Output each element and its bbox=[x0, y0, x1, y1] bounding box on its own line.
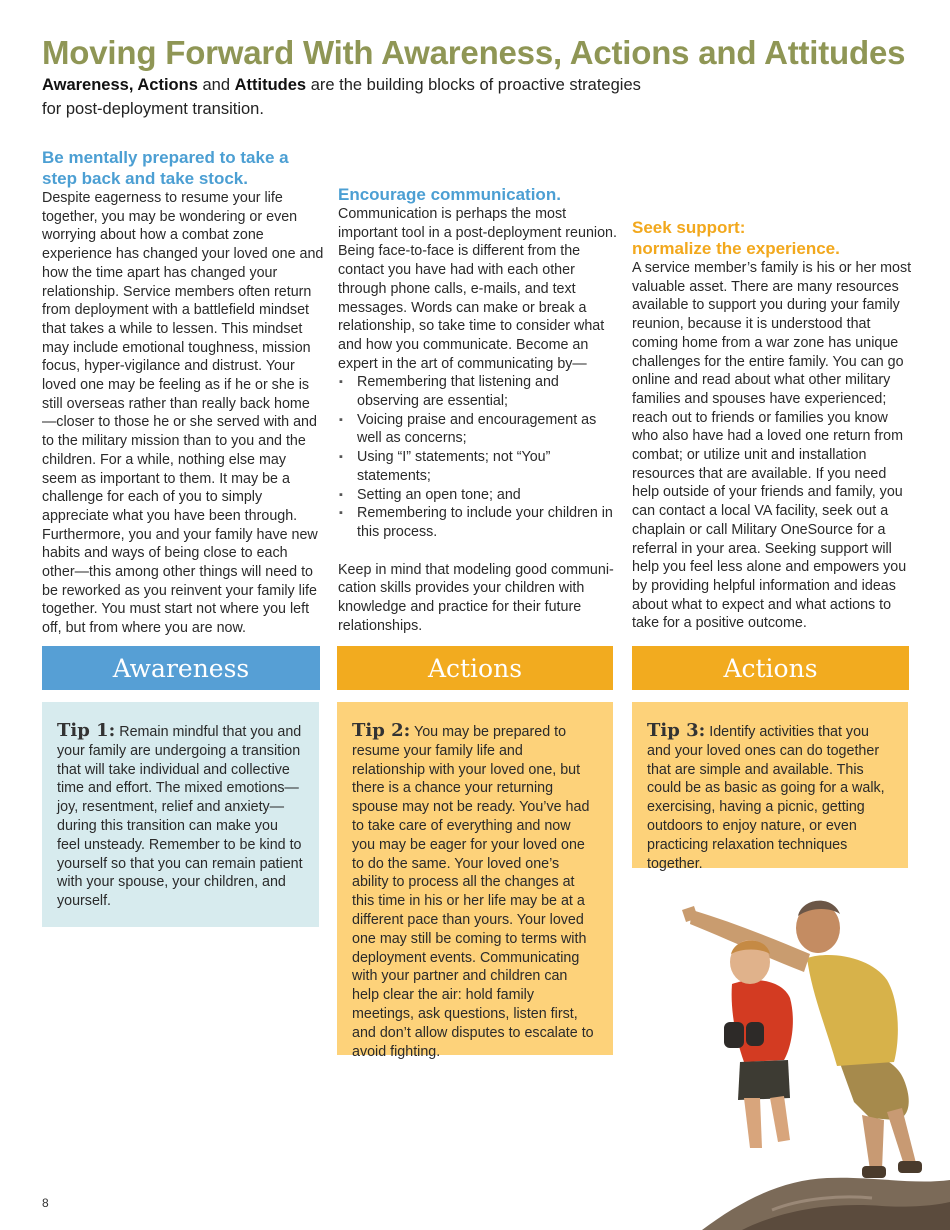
communication-bullet-list bbox=[338, 373, 620, 541]
bullet-item: ▪ Setting an open tone; and bbox=[338, 486, 620, 505]
bullet-item: ▪ Voicing praise and encouragement as well as concerns; bbox=[338, 411, 620, 448]
intro-bold-2: Attitudes bbox=[234, 76, 307, 94]
actions-banner: Actions bbox=[337, 646, 613, 690]
col3-body: A service member’s family is his or her most valuable asset. There are many resources available to support you during your family reunion, because it is understood that coming home from a war zone has unique challenges for the entire family. You can go online and read about what other military families and spouses have experienced; reach out to friends or families you know who also have had a loved one return from combat; or utilize unit and installation resources that are available. If you need help outside of your friends and family, you can contact a local VA facility, seek out a chaplain or call Military OneSource for a referral in your area. Seeking support will help you feel less alone and empowers you by providing helpful information and ideas about what to expect and what actions to take for a positive outcome. bbox=[632, 260, 912, 632]
intro-text-2: are the building blocks of proactive strategies for post-deployment transition. bbox=[42, 76, 641, 118]
tip-3-box bbox=[632, 702, 908, 872]
tip-text: Remain mindful that you and your family are undergoing a transition that will take individual and collective time and effort. The mixed emotions—joy, resentment, relief and anxiety—during this transition can make you feel unsteady. Remember to be kind to yourself so that you can remain patient with your spouse, your children, and yourself. bbox=[57, 724, 303, 910]
bullet-item: ▪ Using “I” statements; not “You” statements; bbox=[338, 448, 620, 485]
bullet-item: ▪ Remembering to include your children in this process. bbox=[338, 504, 620, 541]
bullet-item: ▪ Remembering that listening and observing are essential; bbox=[338, 373, 620, 410]
tip-text: You may be prepared to resume your family life and relationship with your loved one, but there is a chance your returning spouse may not be ready. You’ve had to take care of everything and now you may be eager for your loved one to do the same. Your loved one’s ability to process all the changes at this time in his or her life may be at a different pace than yours. Your loved one may still be coming to terms with deployment events. Communicating with your partner and children can help clear the air: hold family meetings, ask questions, listen first, and don’t allow disputes to escalate to avoid fighting. bbox=[352, 724, 594, 1060]
tip-label: Tip 1: bbox=[57, 720, 116, 741]
col3-heading-line1: Seek support: bbox=[632, 218, 746, 237]
column-seek-support bbox=[632, 217, 914, 633]
boy-shirt bbox=[732, 980, 793, 1062]
tip-text: Identify activities that you and your loved ones can do together that are simple and available. This could be as basic as going for a walk, exercising, having a picnic, getting outdoors to enjoy nature, or even practicing relaxation techniques together. bbox=[647, 724, 885, 872]
tip-2-box bbox=[337, 702, 613, 1060]
col2-closing: Keep in mind that modeling good communi-cation skills provides your children with knowledge and practice for their future relationships. bbox=[338, 561, 614, 634]
man-shirt bbox=[807, 955, 898, 1066]
intro-text-1: and bbox=[197, 76, 235, 94]
father-son-outdoors-photo bbox=[632, 880, 950, 1230]
col1-body: Despite eagerness to resume your life together, you may be wondering or even worrying about how a combat zone experience has changed your loved one and how the time apart has changed your relationship. Service members often return from deployment with a battlefield mindset that takes a while to lessen. This mindset may include emotional toughness, mission focus, hyper-vigilance and distrust. Your loved one may be feeling as if he or she is still overseas rather than really back home—closer to those he or she served with and to the military mission than to you and the children. For a while, nothing else may seem as important to them. It may be a challenge for each of you to simply appreciate what you have been through. Furthermore, you and your family have new habits and ways of being close to each other—this among other things will need to be reworked as you reinvent your family life together. You must start not where you left off, but from where you are now. bbox=[42, 190, 324, 637]
awareness-banner: Awareness bbox=[42, 646, 320, 690]
col1-heading: Be mentally prepared to take a step back and take stock. bbox=[42, 148, 289, 188]
tip-label: Tip 3: bbox=[647, 720, 706, 741]
intro-text bbox=[42, 73, 642, 121]
column-mental-preparation bbox=[42, 147, 324, 638]
col3-heading-line2: normalize the experience. bbox=[632, 239, 840, 258]
column-communication bbox=[338, 184, 620, 635]
col2-body: Communication is perhaps the most important tool in a post-deployment reunion. Being face-to-face is different from the contact you have had with each other through phone calls, e-mails, and text messages. Words can make or break a relationship, so take time to consider what and how you communicate. Become an expert in the art of communicating by— bbox=[338, 206, 617, 372]
actions-banner: Actions bbox=[632, 646, 909, 690]
intro-bold-1: Awareness, Actions bbox=[42, 76, 198, 94]
col2-heading: Encourage communication. bbox=[338, 185, 561, 204]
binoculars-icon bbox=[724, 1022, 744, 1048]
page-title: Moving Forward With Awareness, Actions and Attitudes bbox=[42, 34, 906, 71]
tip-label: Tip 2: bbox=[352, 720, 411, 741]
tip-1-box bbox=[42, 702, 319, 927]
page-number: 8 bbox=[42, 1196, 49, 1210]
col3-heading bbox=[632, 217, 914, 259]
